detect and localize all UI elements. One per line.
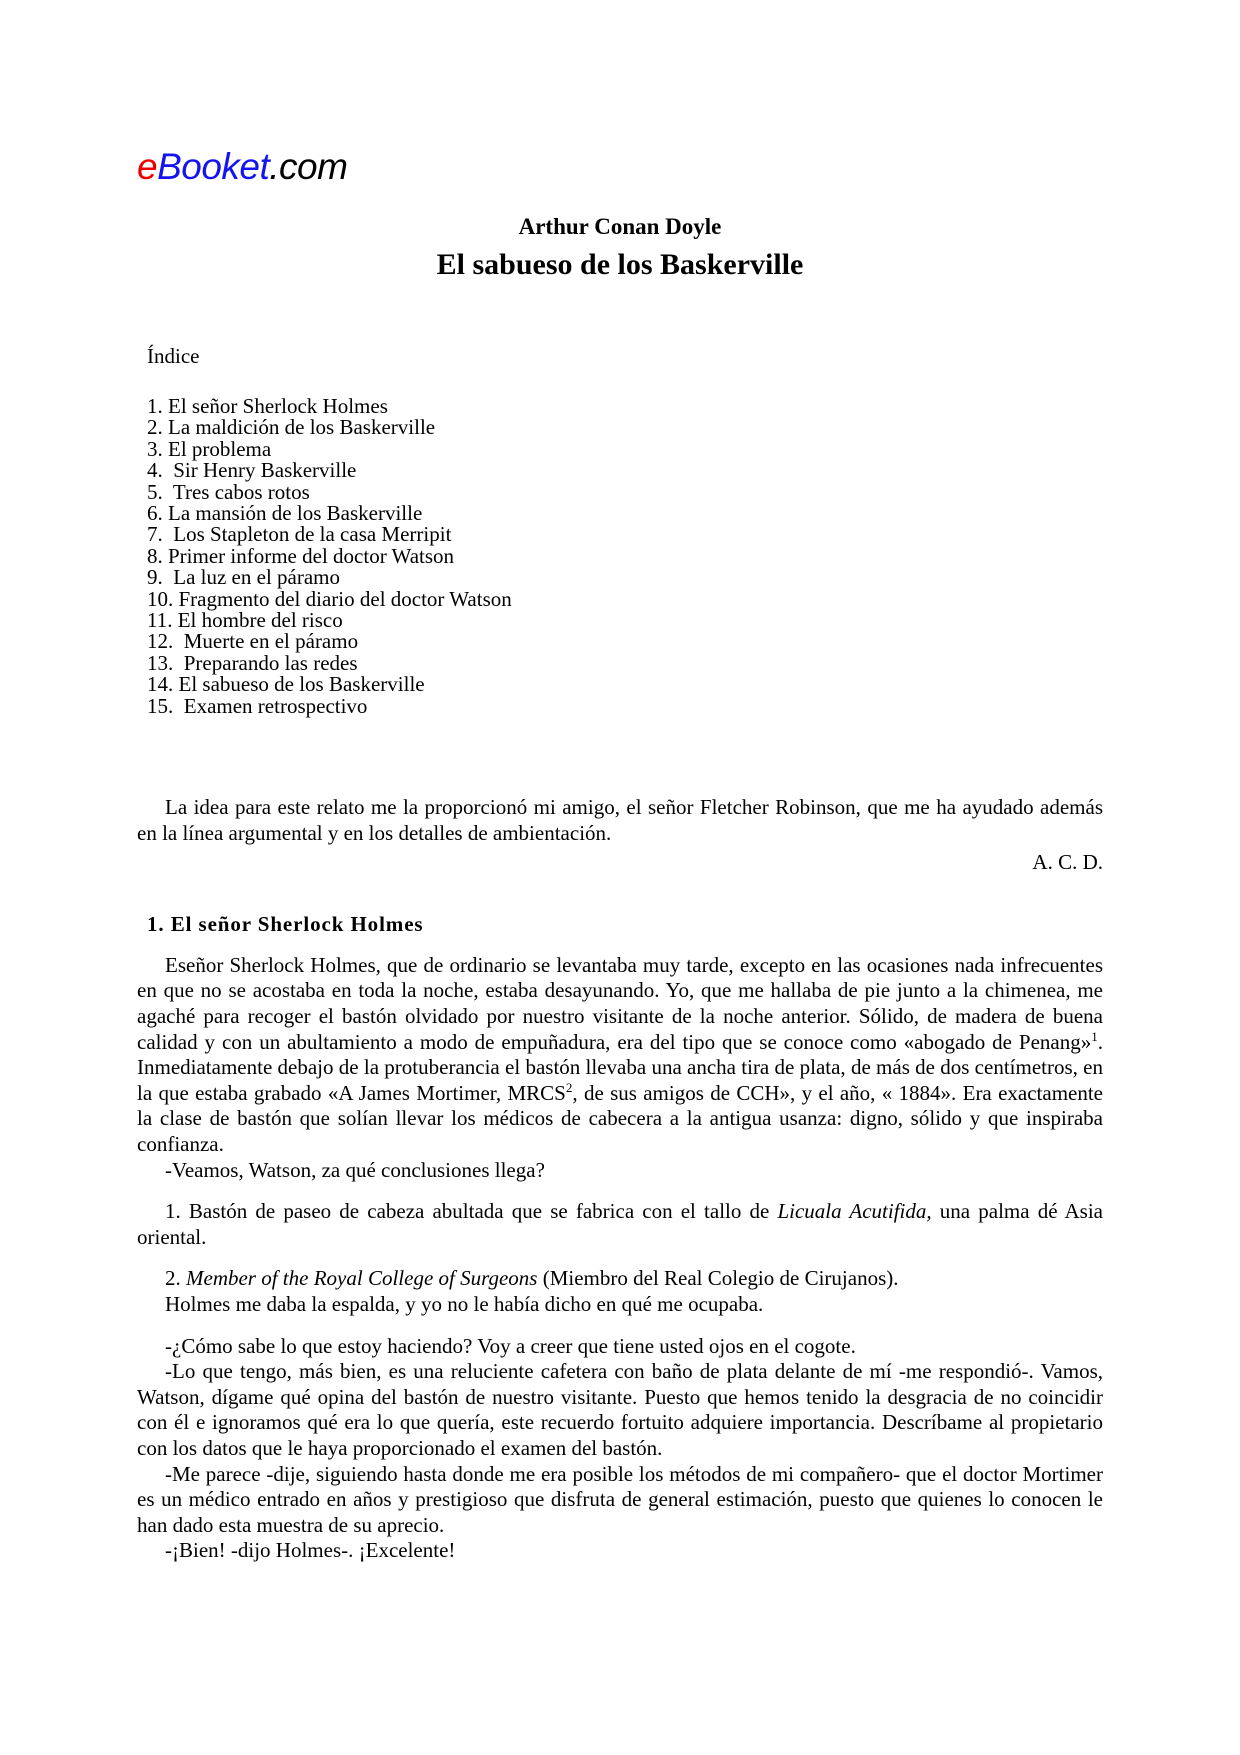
paragraph-dialogue-como-sabe: -¿Cómo sabe lo que estoy haciendo? Voy a creer que tiene usted ojos en el cogote. <box>165 1333 856 1358</box>
index-list <box>137 393 1103 718</box>
paragraph-opening-part1: Eseñor Sherlock Holmes, que de ordinario se levantaba muy tarde, excepto en las ocasiones nada infrecuentes en que no se acostaba en toda la noche, estaba desayunando. Yo, que me hallaba de pie junto a la chimenea, me agaché para recoger el bastón olvidado por nuestro visitante de la noche anterior. Sólido, de madera de buena calidad y con un abultamiento a modo de empuñadura, era del tipo que se conoce como «abogado de Penang» <box>137 952 1103 1054</box>
footnote-1-text <box>137 1199 1103 1250</box>
index-heading: Índice <box>147 343 200 368</box>
author-name: Arthur Conan Doyle <box>518 213 722 239</box>
list-item[interactable]: 2. La maldición de los Baskerville <box>147 415 436 440</box>
footnote-marker-2[interactable]: 2 <box>565 1079 573 1095</box>
logo-segment-e: e <box>137 146 158 187</box>
list-item[interactable]: 4. Sir Henry Baskerville <box>147 458 357 483</box>
paragraph-dialogue-bien: -¡Bien! -dijo Holmes-. ¡Excelente! <box>165 1538 456 1563</box>
ebooket-logo <box>137 0 1103 187</box>
list-item[interactable]: 11. El hombre del risco <box>147 608 343 632</box>
chapter-body <box>137 953 1103 1564</box>
title-block <box>137 213 1103 284</box>
list-item[interactable]: 6. La mansión de los Baskerville <box>147 500 423 525</box>
list-item[interactable]: 12. Muerte en el páramo <box>147 629 359 654</box>
paragraph-holmes-espalda: Holmes me daba la espalda, y yo no le había dicho en qué me ocupaba. <box>165 1291 764 1316</box>
author-note-signature: A. C. D. <box>1032 850 1103 875</box>
book-title: El sabueso de los Baskerville <box>436 247 804 281</box>
list-item[interactable]: 3. El problema <box>147 436 272 461</box>
paragraph-dialogue-veamos: -Veamos, Watson, za qué conclusiones llega? <box>165 1157 545 1182</box>
list-item[interactable]: 1. El señor Sherlock Holmes <box>147 393 388 418</box>
list-item[interactable]: 15. Examen retrospectivo <box>147 693 368 718</box>
spacer <box>137 1250 1103 1266</box>
paragraph-dialogue-lo-que-tengo: -Lo que tengo, más bien, es una reluciente cafetera con baño de plata delante de mí -me respondió-. Vamos, Watson, dígame qué opina del bastón de nuestro visitante. Puesto que hemos tenido la desgracia de no coincidir con él e ignoramos qué era lo que quería, este recuerdo fortuito adquiere importancia. Descríbame al propietario con los datos que le haya proporcionado el examen del bastón. <box>137 1359 1103 1460</box>
footnote-marker-1[interactable]: 1 <box>1091 1028 1098 1044</box>
paragraph-opening-part2: . Inmediatamente debajo de la protuberancia el bastón llevaba una ancha tira de plata, de más de dos centímetros, en la que estaba grabado «A James Mortimer, MRCS <box>137 1029 1103 1105</box>
logo-segment-booket: Booket <box>157 146 270 187</box>
footnote-2-part1: 2. <box>165 1266 186 1291</box>
author-note-block <box>137 795 1103 876</box>
list-item[interactable]: 13. Preparando las redes <box>147 650 358 675</box>
paragraph-opening <box>137 953 1103 1158</box>
paragraph-dialogue-me-parece: -Me parece -dije, siguiendo hasta donde me era posible los métodos de mi compañero- que el doctor Mortimer es un médico entrado en años y prestigioso que disfruta de general estimación, puesto que quienes lo conocen le han dado esta muestra de su aprecio. <box>137 1461 1103 1537</box>
list-item[interactable]: 14. El sabueso de los Baskerville <box>147 672 425 697</box>
spacer <box>137 1183 1103 1199</box>
footnote-2-expansion: Member of the Royal College of Surgeons <box>186 1266 538 1291</box>
author-note-paragraph: La idea para este relato me la proporcionó mi amigo, el señor Fletcher Robinson, que me ha ayudado además en la línea argumental y en los detalles de ambientación. <box>137 795 1103 845</box>
list-item[interactable]: 5. Tres cabos rotos <box>147 479 310 504</box>
list-item[interactable]: 8. Primer informe del doctor Watson <box>147 543 455 568</box>
list-item[interactable]: 9. La luz en el páramo <box>147 565 340 590</box>
logo-segment-com: .com <box>269 146 348 187</box>
footnote-1-part1: 1. Bastón de paseo de cabeza abultada que se fabrica con el tallo de <box>165 1199 778 1224</box>
list-item[interactable]: 10. Fragmento del diario del doctor Watson <box>147 586 512 611</box>
footnote-1-species: Licuala Acutifida, <box>777 1199 932 1224</box>
list-item[interactable]: 7. Los Stapleton de la casa Merripit <box>147 522 452 547</box>
page-content <box>137 0 1103 1564</box>
chapter-heading: 1. El señor Sherlock Holmes <box>147 911 424 936</box>
spacer <box>137 1318 1103 1334</box>
paragraph-opening-part3: , de sus amigos de CCH», y el año, « 1884». Era exactamente la clase de bastón que solían llevar los médicos de cabecera a la antigua usanza: digno, sólido y que inspiraba confianza. <box>137 1080 1103 1156</box>
footnote-2-part2: (Miembro del Real Colegio de Cirujanos). <box>537 1266 899 1291</box>
footnote-2-text <box>137 1266 1103 1292</box>
footnote-1-part2: una palma dé Asia oriental. <box>137 1199 1103 1249</box>
